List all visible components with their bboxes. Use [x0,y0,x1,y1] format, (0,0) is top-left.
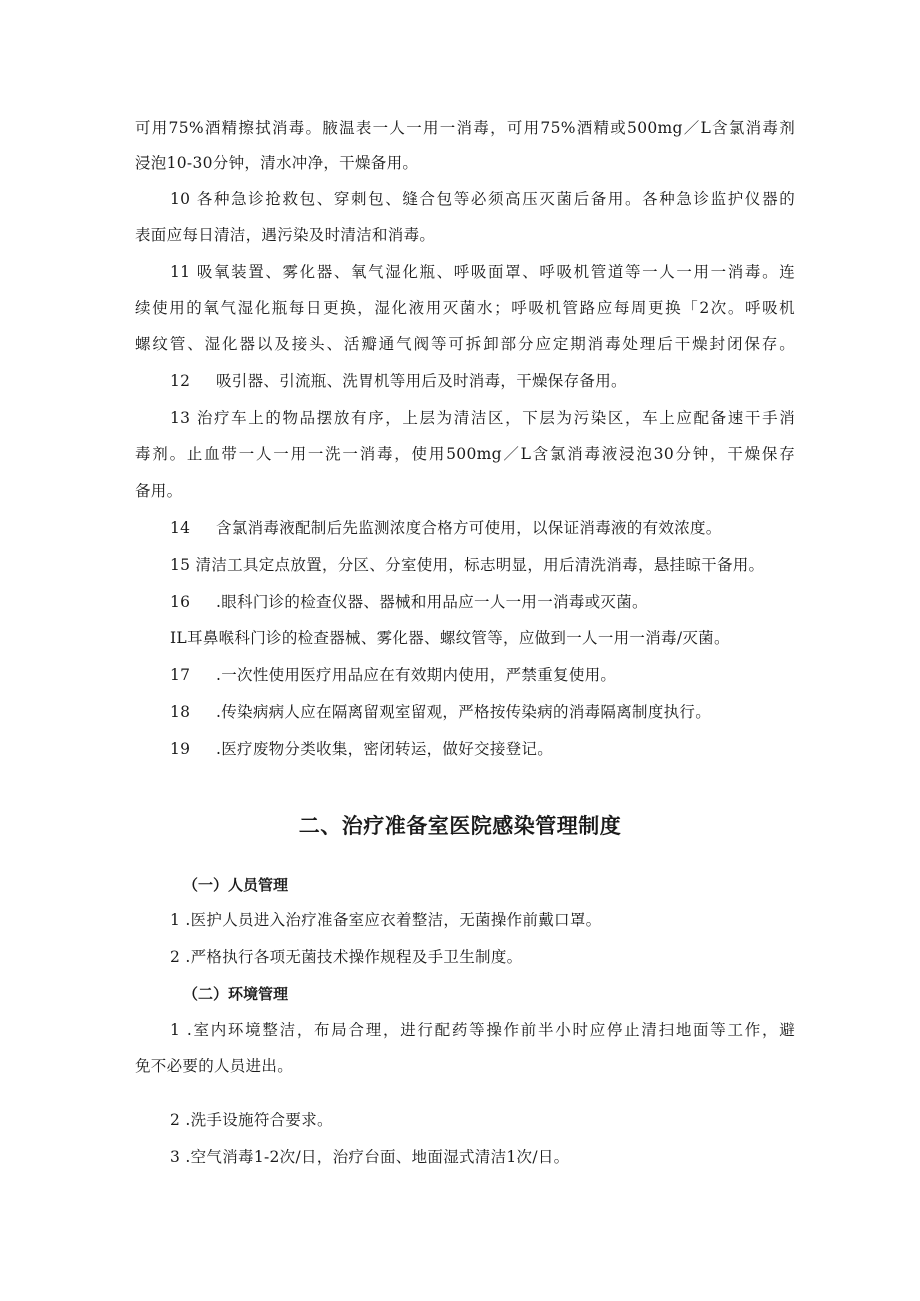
numbered-item [170,592,830,612]
paragraph-line: IL耳鼻喉科门诊的检查器械、雾化器、螺纹管等，应做到一人一用一消毒/灭菌。 [170,629,730,647]
numbered-item: 1 .室内环境整洁，布局合理，进行配药等操作前半小时应停止清扫地面等工作，避 [170,1021,795,1039]
numbered-item: 2 .严格执行各项无菌技术操作规程及手卫生制度。 [170,948,523,966]
paragraph-line: 续使用的氧气湿化瓶每日更换，湿化液用灭菌水；呼吸机管路应每周更换「2次。呼吸机 [135,299,795,317]
numbered-item: 1 .医护人员进入治疗准备室应衣着整洁，无菌操作前戴口罩。 [170,911,602,929]
item-text: .一次性使用医疗用品应在有效期内使用，严禁重复使用。 [216,666,617,684]
paragraph-line: 浸泡10-30分钟，清水冲净，干燥备用。 [135,154,419,172]
paragraph-line: 免不必要的人员进出。 [135,1057,294,1075]
numbered-item [170,665,830,685]
item-text: 吸引器、引流瓶、洗胃机等用后及时消毒，干燥保存备用。 [216,372,627,390]
paragraph-line: 表面应每日清洁，遇污染及时清洁和消毒。 [135,226,436,244]
numbered-item [170,518,830,538]
numbered-item [170,702,830,722]
subsection-heading: （一）人员管理 [183,876,289,894]
paragraph-line: 15 清洁工具定点放置，分区、分室使用，标志明显，用后清洗消毒，悬挂晾干备用。 [170,556,765,574]
section-title: 二、治疗准备室医院感染管理制度 [298,814,622,838]
numbered-item: 3 .空气消毒1-2次/日，治疗台面、地面湿式清洁1次/日。 [170,1148,570,1166]
paragraph-line: 13 治疗车上的物品摆放有序，上层为清洁区，下层为污染区，车上应配备速干手消 [170,409,795,427]
item-text: .医疗废物分类收集，密闭转运，做好交接登记。 [216,740,554,758]
numbered-item: 2 .洗手设施符合要求。 [170,1111,333,1129]
paragraph-line: 毒剂。止血带一人一用一洗一消毒，使用500mg／L含氯消毒液浸泡30分钟，干燥保存 [135,445,795,463]
paragraph-line: 10 各种急诊抢救包、穿刺包、缝合包等必须高压灭菌后备用。各种急诊监护仪器的 [170,190,795,208]
numbered-item [170,739,830,759]
item-number: 18 [170,703,191,721]
item-number: 17 [170,666,191,684]
item-number: 14 [170,519,191,537]
subsection-heading: （二）环境管理 [183,985,289,1003]
paragraph-line: 可用75%酒精擦拭消毒。腋温表一人一用一消毒，可用75%酒精或500mg／L含氯消毒剂 [135,119,795,137]
item-text: .传染病病人应在隔离留观室留观，严格按传染病的消毒隔离制度执行。 [216,703,712,721]
numbered-item [170,371,830,391]
item-number: 19 [170,740,191,758]
paragraph-line: 备用。 [135,482,183,500]
item-text: .眼科门诊的检查仪器、器械和用品应一人一用一消毒或灭菌。 [216,593,648,611]
item-number: 12 [170,372,191,390]
item-text: 含氯消毒液配制后先监测浓度合格方可使用，以保证消毒液的有效浓度。 [216,519,722,537]
paragraph-line: 11 吸氧装置、雾化器、氧气湿化瓶、呼吸面罩、呼吸机管道等一人一用一消毒。连 [170,263,795,281]
item-number: 16 [170,593,191,611]
paragraph-line: 螺纹管、湿化器以及接头、活瓣通气阀等可拆卸部分应定期消毒处理后干燥封闭保存。 [135,335,795,353]
